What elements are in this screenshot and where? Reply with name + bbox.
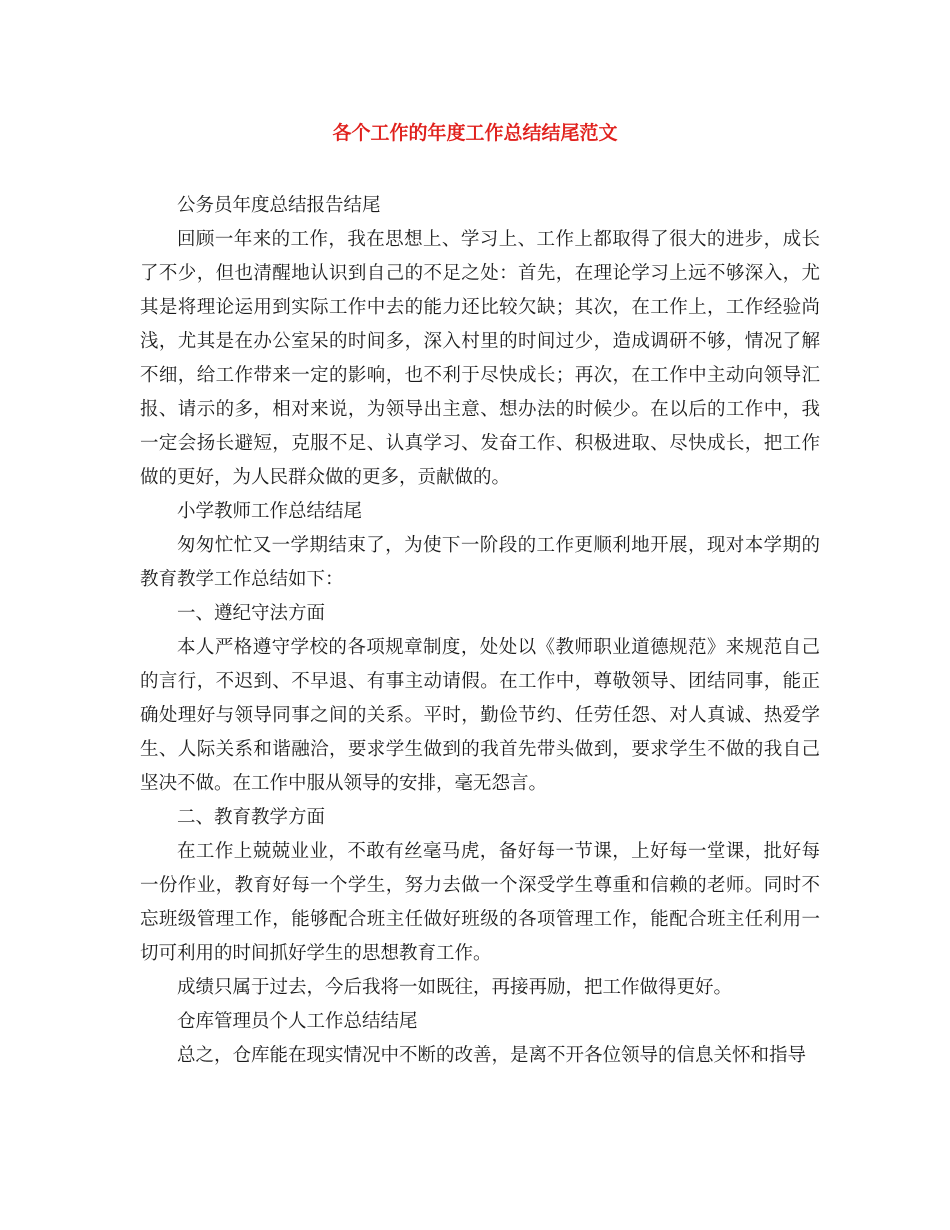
paragraph-teacher-intro: 匆匆忙忙又一学期结束了，为使下一阶段的工作更顺利地开展，现对本学期的教育教学工作总结如下：: [140, 535, 820, 590]
paragraph-teacher-conclusion: 成绩只属于过去，今后我将一如既往，再接再励，把工作做得更好。: [177, 977, 733, 998]
document-body: [140, 189, 820, 1073]
paragraph-teaching: 在工作上兢兢业业，不敢有丝毫马虎，备好每一节课，上好每一堂课，批好每一份作业，教育好每一个学生，努力去做一个深受学生尊重和信赖的老师。同时不忘班级管理工作，能够配合班主任做好班级的各项管理工作，能配合班主任利用一切可利用的时间抓好学生的思想教育工作。: [140, 841, 820, 964]
subheading-teaching: 二、教育教学方面: [177, 807, 326, 828]
section-heading-warehouse: 仓库管理员个人工作总结结尾: [177, 1011, 418, 1032]
section-heading-primary-teacher: 小学教师工作总结结尾: [177, 501, 363, 522]
paragraph-warehouse: 总之，仓库能在现实情况中不断的改善，是离不开各位领导的信息关怀和指导: [177, 1045, 807, 1066]
paragraph-discipline: 本人严格遵守学校的各项规章制度，处处以《教师职业道德规范》来规范自己的言行，不迟到、不早退、有事主动请假。在工作中，尊敬领导、团结同事，能正确处理好与领导同事之间的关系。平时，勤俭节约、任劳任怨、对人真诚、热爱学生、人际关系和谐融洽，要求学生做到的我首先带头做到，要求学生不做的我自己坚决不做。在工作中服从领导的安排，毫无怨言。: [140, 637, 820, 794]
document-title: 各个工作的年度工作总结结尾范文: [332, 122, 618, 144]
paragraph-civil-servant-review: 回顾一年来的工作，我在思想上、学习上、工作上都取得了很大的进步，成长了不少，但也清醒地认识到自己的不足之处：首先，在理论学习上远不够深入，尤其是将理论运用到实际工作中去的能力还比较欠缺；其次，在工作上，工作经验尚浅，尤其是在办公室呆的时间多，深入村里的时间过少，造成调研不够，情况了解不细，给工作带来一定的影响，也不利于尽快成长；再次，在工作中主动向领导汇报、请示的多，相对来说，为领导出主意、想办法的时候少。在以后的工作中，我一定会扬长避短，克服不足、认真学习、发奋工作、积极进取、尽快成长，把工作做的更好，为人民群众做的更多，贡献做的。: [140, 229, 820, 488]
subheading-discipline: 一、遵纪守法方面: [177, 603, 326, 624]
section-heading-civil-servant: 公务员年度总结报告结尾: [177, 195, 381, 216]
